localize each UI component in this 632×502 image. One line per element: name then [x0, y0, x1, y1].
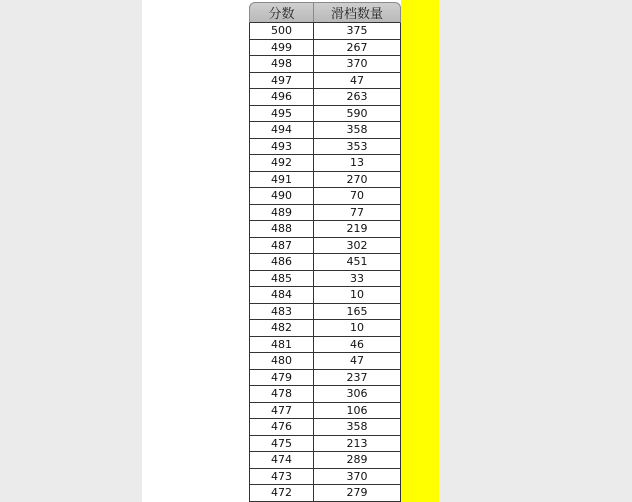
count-cell[interactable]: 279 — [346, 486, 368, 500]
count-cell[interactable]: 353 — [346, 139, 368, 153]
table-row — [250, 221, 400, 238]
count-cell[interactable]: 358 — [346, 123, 368, 137]
score-cell[interactable]: 490 — [250, 188, 314, 204]
score-cell[interactable]: 482 — [250, 320, 314, 336]
count-cell[interactable]: 590 — [346, 106, 368, 120]
score-cell[interactable]: 485 — [250, 271, 314, 287]
score-table — [249, 2, 401, 502]
count-cell[interactable]: 70 — [350, 189, 364, 203]
score-cell[interactable]: 479 — [250, 370, 314, 386]
score-cell[interactable]: 498 — [250, 56, 314, 72]
count-cell[interactable]: 219 — [346, 222, 368, 236]
table-row — [250, 89, 400, 106]
header-score[interactable]: 分数 — [250, 3, 314, 22]
table-row — [250, 436, 400, 453]
table-row — [250, 386, 400, 403]
score-cell[interactable]: 500 — [250, 23, 314, 39]
score-cell[interactable]: 472 — [250, 485, 314, 501]
score-cell[interactable]: 475 — [250, 436, 314, 452]
score-cell[interactable]: 478 — [250, 386, 314, 402]
table-header — [249, 2, 401, 23]
table-row — [250, 271, 400, 288]
count-cell[interactable]: 267 — [346, 40, 368, 54]
score-cell[interactable]: 491 — [250, 172, 314, 188]
table-row — [250, 419, 400, 436]
table-row — [250, 40, 400, 57]
table-row — [250, 155, 400, 172]
score-cell[interactable]: 493 — [250, 139, 314, 155]
table-row — [250, 73, 400, 90]
table-row — [250, 23, 400, 40]
count-cell[interactable]: 370 — [346, 469, 368, 483]
table-row — [250, 205, 400, 222]
count-cell[interactable]: 358 — [346, 420, 368, 434]
table-row — [250, 172, 400, 189]
count-cell[interactable]: 370 — [346, 57, 368, 71]
count-cell[interactable]: 213 — [346, 436, 368, 450]
count-cell[interactable]: 451 — [346, 255, 368, 269]
count-cell[interactable]: 306 — [346, 387, 368, 401]
count-cell[interactable]: 302 — [346, 238, 368, 252]
count-cell[interactable]: 375 — [346, 24, 368, 38]
score-cell[interactable]: 488 — [250, 221, 314, 237]
count-cell[interactable]: 47 — [350, 354, 364, 368]
count-cell[interactable]: 106 — [346, 403, 368, 417]
table-row — [250, 139, 400, 156]
count-cell[interactable]: 77 — [350, 205, 364, 219]
count-cell[interactable]: 165 — [346, 304, 368, 318]
count-cell[interactable]: 46 — [350, 337, 364, 351]
table-row — [250, 353, 400, 370]
score-cell[interactable]: 499 — [250, 40, 314, 56]
highlighted-column — [401, 0, 439, 502]
score-cell[interactable]: 483 — [250, 304, 314, 320]
count-cell[interactable]: 13 — [350, 156, 364, 170]
score-cell[interactable]: 480 — [250, 353, 314, 369]
count-cell[interactable]: 10 — [350, 321, 364, 335]
table-row — [250, 320, 400, 337]
table-row — [250, 304, 400, 321]
score-cell[interactable]: 489 — [250, 205, 314, 221]
score-cell[interactable]: 492 — [250, 155, 314, 171]
score-cell[interactable]: 497 — [250, 73, 314, 89]
score-cell[interactable]: 473 — [250, 469, 314, 485]
table-row — [250, 485, 400, 502]
table-row — [250, 287, 400, 304]
table-row — [250, 56, 400, 73]
table-row — [250, 452, 400, 469]
score-cell[interactable]: 494 — [250, 122, 314, 138]
count-cell[interactable]: 289 — [346, 453, 368, 467]
score-cell[interactable]: 484 — [250, 287, 314, 303]
table-row — [250, 469, 400, 486]
count-cell[interactable]: 263 — [346, 90, 368, 104]
count-cell[interactable]: 270 — [346, 172, 368, 186]
table-row — [250, 370, 400, 387]
score-cell[interactable]: 495 — [250, 106, 314, 122]
score-cell[interactable]: 486 — [250, 254, 314, 270]
score-cell[interactable]: 477 — [250, 403, 314, 419]
score-cell[interactable]: 496 — [250, 89, 314, 105]
count-cell[interactable]: 237 — [346, 370, 368, 384]
score-cell[interactable]: 474 — [250, 452, 314, 468]
count-cell[interactable]: 10 — [350, 288, 364, 302]
table-row — [250, 238, 400, 255]
table-row — [250, 337, 400, 354]
count-cell[interactable]: 33 — [350, 271, 364, 285]
score-cell[interactable]: 487 — [250, 238, 314, 254]
table-row — [250, 254, 400, 271]
table-row — [250, 188, 400, 205]
table-row — [250, 403, 400, 420]
table-row — [250, 122, 400, 139]
score-cell[interactable]: 481 — [250, 337, 314, 353]
header-count[interactable]: 滑档数量 — [330, 7, 383, 22]
table-body — [249, 23, 401, 502]
score-cell[interactable]: 476 — [250, 419, 314, 435]
count-cell[interactable]: 47 — [350, 73, 364, 87]
table-row — [250, 106, 400, 123]
